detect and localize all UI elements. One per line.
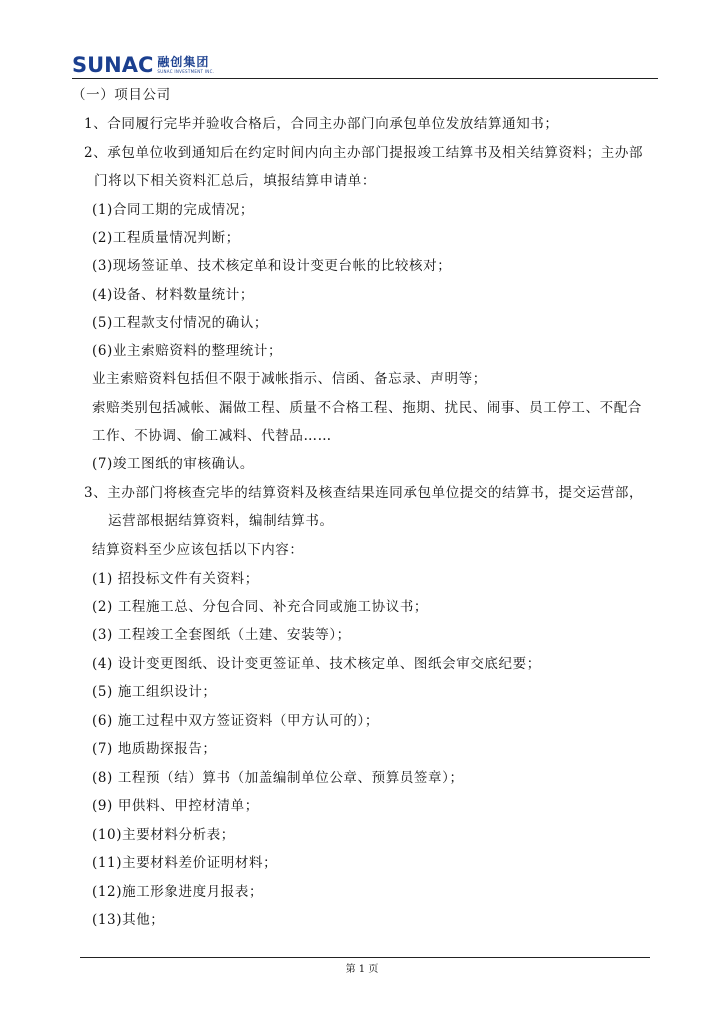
paragraph-line: 结算资料至少应该包括以下内容：	[92, 542, 304, 558]
list-item: (4) 设计变更图纸、设计变更签证单、技术核定单、图纸会审交底纪要；	[92, 656, 541, 672]
header-divider	[72, 78, 658, 79]
list-item: (9) 甲供料、甲控材清单；	[92, 798, 259, 814]
list-item: (2)工程质量情况判断；	[92, 230, 240, 246]
list-item: (3)现场签证单、技术核定单和设计变更台帐的比较核对；	[92, 258, 452, 274]
paragraph-line: 门将以下相关资料汇总后，填报结算申请单：	[94, 173, 376, 189]
list-item: (5)工程款支付情况的确认；	[92, 315, 269, 331]
logo-mark: SUNAC	[72, 53, 154, 77]
list-item: (6) 施工过程中双方签证资料（甲方认可的）；	[92, 713, 379, 729]
paragraph-line: 2、承包单位收到通知后在约定时间内向主办部门提报竣工结算书及相关结算资料；主办部	[84, 145, 644, 161]
list-item: (6)业主索赔资料的整理统计；	[92, 343, 283, 359]
list-item: (2) 工程施工总、分包合同、补充合同或施工协议书；	[92, 599, 429, 615]
paragraph-line: 索赔类别包括减帐、漏做工程、质量不合格工程、拖期、扰民、闹事、员工停工、不配合	[92, 400, 642, 416]
list-item: (1)合同工期的完成情况；	[92, 202, 254, 218]
company-logo	[72, 54, 214, 76]
paragraph-line: 3、主办部门将核查完毕的结算资料及核查结果连同承包单位提交的结算书，提交运营部，	[84, 485, 644, 501]
list-item: (8) 工程预（结）算书（加盖编制单位公章、预算员签章）；	[92, 770, 464, 786]
list-item: (4)设备、材料数量统计；	[92, 287, 254, 303]
list-item: (13)其他；	[92, 912, 165, 928]
footer-divider	[80, 957, 650, 958]
list-item: (7) 地质勘探报告；	[92, 741, 217, 757]
page-number: 第 1 页	[345, 964, 379, 975]
list-item: (1) 招投标文件有关资料；	[92, 571, 259, 587]
section-heading: （一）项目公司	[72, 87, 171, 103]
list-item: (7)竣工图纸的审核确认。	[92, 456, 254, 472]
list-item: (12)施工形象进度月报表；	[92, 884, 264, 900]
logo-english-name: SUNAC INVESTMENT INC.	[157, 69, 215, 74]
list-item: (11)主要材料差价证明材料；	[92, 855, 278, 871]
paragraph-line: 运营部根据结算资料，编制结算书。	[108, 513, 334, 529]
paragraph-line: 工作、不协调、偷工减料、代替品……	[92, 428, 332, 444]
logo-chinese-name: 融创集团	[157, 55, 210, 69]
list-item: (10)主要材料分析表；	[92, 827, 235, 843]
list-item: (3) 工程竣工全套图纸（土建、安装等）；	[92, 627, 351, 643]
paragraph-line: 业主索赔资料包括但不限于减帐指示、信函、备忘录、声明等；	[92, 371, 487, 387]
paragraph-line: 1、合同履行完毕并验收合格后，合同主办部门向承包单位发放结算通知书；	[84, 116, 559, 132]
list-item: (5) 施工组织设计；	[92, 684, 217, 700]
page-header	[72, 50, 658, 80]
